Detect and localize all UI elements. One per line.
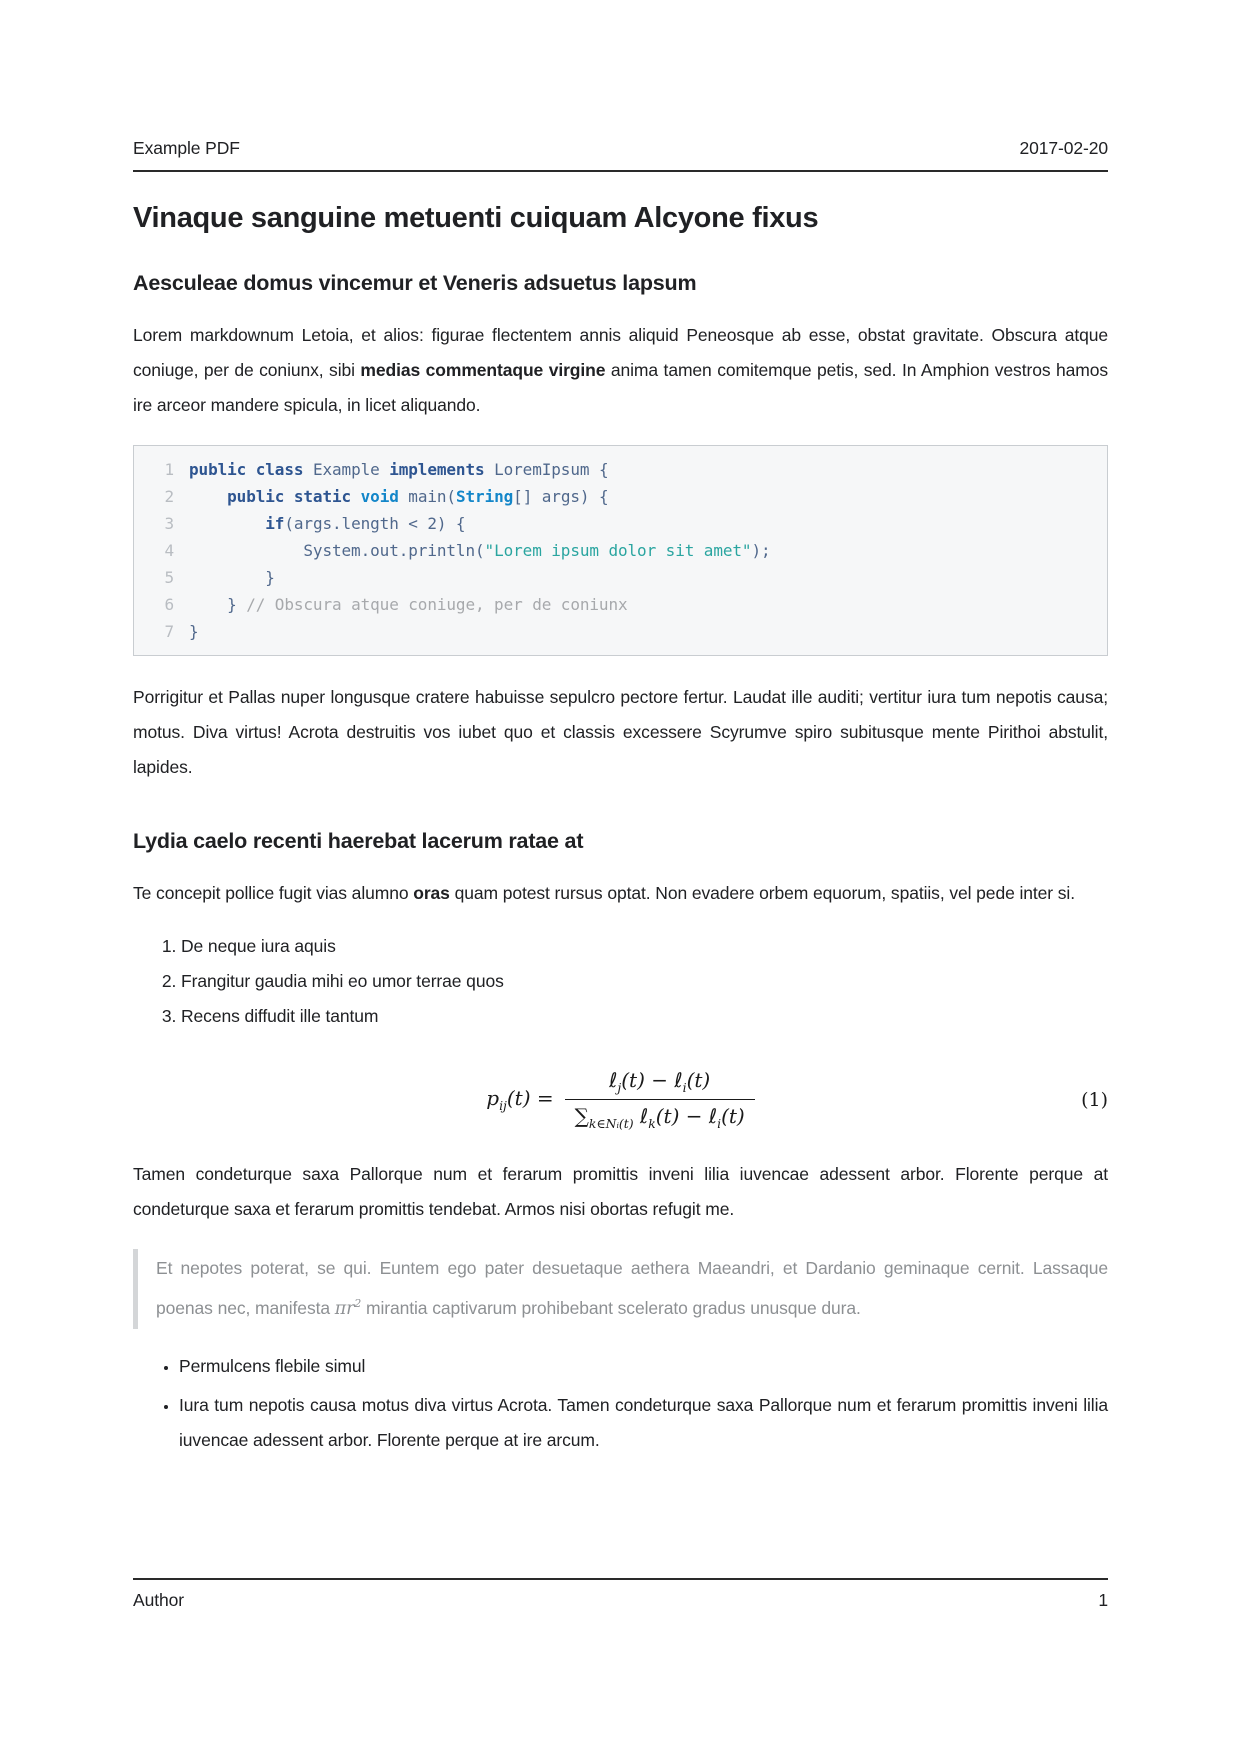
- paragraph: Lorem markdownum Letoia, et alios: figurae flectentem annis aliquid Peneosque ab esse, obstat gravitate. Obscura atque coniuge, per de coniunx, sibi medias commentaque virgine anima tamen comitemque petis, sed. In Amphion vestros hamos ire arceor mandere spicula, in licet aliquando.: [133, 325, 1109, 415]
- page-footer: [133, 1578, 1108, 1611]
- document-title: Vinaque sanguine metuenti cuiquam Alcyone fixus: [133, 202, 819, 234]
- section-heading-1: Aesculeae domus vincemur et Veneris adsuetus lapsum: [133, 271, 697, 295]
- blockquote: Et nepotes poterat, se qui. Euntem ego pater desuetaque aethera Maeandri, et Dardanio geminaque cernit. Lassaque poenas nec, manifesta $\pi r^2$ mirantia captivarum prohibebant scelerato gradus unusque dura.: [133, 1249, 1108, 1329]
- paragraph: Porrigitur et Pallas nuper longusque cratere habuisse sepulcro pectore fertur. Laudat ille auditi; vertitur iura tum nepotis causa; motus. Diva virtus! Acrota destruitis vos iubet quo et classis excessere Scyrumve spiro subitusque mente Pirithoi abstulit, lapides.: [133, 687, 1108, 777]
- bullet-list: [133, 1349, 1108, 1458]
- code-line: 5 }: [146, 564, 1095, 591]
- line-number: 5: [164, 568, 174, 587]
- footer-page-number: 1: [1098, 1590, 1108, 1610]
- line-number: 3: [164, 514, 174, 533]
- paragraph: Tamen condeturque saxa Pallorque num et ferarum promittis inveni lilia iuvencae adessent arbor. Florente perque at condeturque saxa et ferarum promittis tendebat. Armos nisi obortas refugit me.: [133, 1164, 1108, 1219]
- line-number: 4: [164, 541, 174, 560]
- list-item: 1. De neque iura aquis: [181, 929, 1108, 964]
- ordered-list: [133, 929, 1108, 1034]
- section-heading-2: Lydia caelo recenti haerebat lacerum ratae at: [133, 829, 584, 853]
- equation-lhs: $p_{ij}(t)$ =: [486, 1086, 554, 1113]
- equation: [133, 1068, 1108, 1131]
- code-line: 4 System.out.println("Lorem ipsum dolor sit amet");: [146, 537, 1095, 564]
- list-item: 2. Frangitur gaudia mihi eo umor terrae quos: [181, 964, 1108, 999]
- equation-denominator: $\sum_{k\in Nᵢ(t)}$ ℓ$_k$(t) − ℓ$_i$(t): [574, 1104, 745, 1131]
- paragraph: Te concepit pollice fugit vias alumno oras quam potest rursus optat. Non evadere orbem equorum, spatiis, vel pede inter si.: [133, 883, 1075, 903]
- code-line: 2 public static void main(String[] args) {: [146, 483, 1095, 510]
- code-line: 3 if(args.length < 2) {: [146, 510, 1095, 537]
- list-item: • Permulcens flebile simul: [179, 1349, 1108, 1384]
- code-line: 1 public class Example implements LoremIpsum {: [146, 456, 1095, 483]
- page-header: [133, 138, 1108, 172]
- line-number: 7: [164, 622, 174, 641]
- code-line: 7 }: [146, 618, 1095, 645]
- list-item: • Iura tum nepotis causa motus diva virtus Acrota. Tamen condeturque saxa Pallorque num et ferarum promittis inveni lilia iuvencae adessent arbor. Florente perque at ire arcum.: [179, 1388, 1108, 1458]
- footer-author: Author: [133, 1590, 184, 1610]
- header-document-name: Example PDF: [133, 138, 240, 158]
- line-number: 6: [164, 595, 174, 614]
- list-item: 3. Recens diffudit ille tantum: [181, 999, 1108, 1034]
- line-number: 2: [164, 487, 174, 506]
- equation-fraction: [565, 1068, 755, 1131]
- equation-number: (1): [1081, 1088, 1108, 1111]
- line-number: 1: [164, 460, 174, 479]
- code-line: 6 } // Obscura atque coniuge, per de coniunx: [146, 591, 1095, 618]
- header-date: 2017-02-20: [1019, 138, 1108, 158]
- equation-numerator: ℓ$_j$(t) − ℓ$_i$(t): [565, 1068, 755, 1100]
- code-block: [133, 445, 1108, 656]
